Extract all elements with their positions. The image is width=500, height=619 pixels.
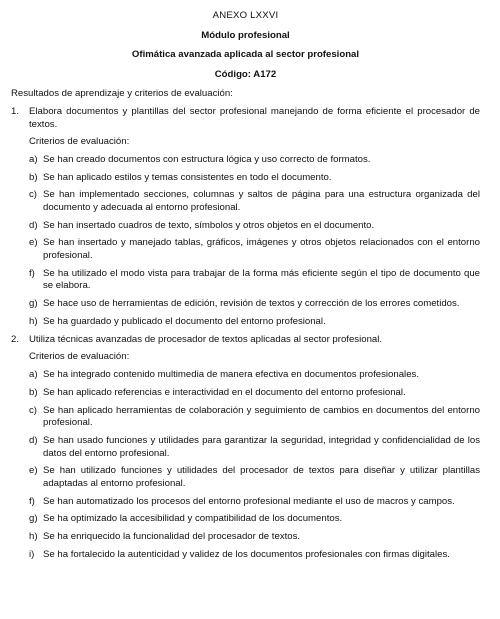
criterion-text: Se han implementado secciones, columnas y saltos de página para una estructura organizada del documento y adecuada al entorno profesional. (43, 189, 480, 213)
criterion-letter: c) (29, 404, 37, 416)
criterion-text: Se ha utilizado el modo vista para trabajar de la forma más eficiente según el tipo de documento que se elabora. (43, 267, 480, 292)
criterion-letter: g) (29, 513, 38, 525)
criterion-item (29, 531, 480, 544)
learning-result (11, 106, 480, 131)
criterion-text: Se han usado funciones y utilidades para garantizar la seguridad, integridad y confidencialidad de los datos del entorno profesional. (43, 434, 480, 459)
criterion-letter: i) (29, 549, 35, 560)
criterion-letter: f) (29, 267, 35, 279)
criterion-text: Se ha integrado contenido multimedia de manera efectiva en documentos profesionales. (43, 368, 419, 380)
criterion-item (29, 316, 480, 329)
criterion-item (29, 549, 480, 562)
criterion-text: Se han automatizado los procesos del entorno profesional mediante el uso de macros y campos. (43, 495, 455, 507)
criterion-text: Se ha guardado y publicado el documento del entorno profesional. (43, 316, 326, 327)
criterion-item (29, 237, 480, 262)
criterion-item (29, 387, 480, 400)
learning-result (11, 334, 480, 347)
criterion-text: Se ha enriquecido la funcionalidad del procesador de textos. (43, 531, 301, 543)
module-code: Código: A172 (214, 68, 277, 80)
criteria-title: Criterios de evaluación: (29, 136, 130, 148)
criterion-item (29, 465, 480, 490)
criterion-letter: d) (29, 434, 38, 446)
criterion-letter: a) (29, 153, 38, 165)
criteria-title: Criterios de evaluación: (29, 351, 130, 363)
criterion-letter: e) (29, 237, 38, 249)
criterion-item (29, 189, 480, 214)
criterion-letter: h) (29, 316, 38, 327)
annex-title: ANEXO LXXVI (212, 10, 279, 21)
criterion-text: Se han aplicado herramientas de colaboración y seguimiento de cambios en documentos del entorno profesional. (43, 404, 480, 429)
intro-text: Resultados de aprendizaje y criterios de evaluación: (11, 88, 233, 100)
learning-result-number: 1. (11, 105, 20, 117)
learning-result-number: 2. (11, 333, 20, 345)
criterion-text: Se hace uso de herramientas de edición, revisión de textos y corrección de los errores cometidos. (43, 298, 460, 310)
module-label: Módulo profesional (201, 29, 290, 41)
criterion-letter: a) (29, 368, 38, 380)
criterion-letter: b) (29, 171, 38, 183)
criterion-item (29, 405, 480, 430)
criterion-letter: g) (29, 298, 38, 310)
criterion-text: Se han creado documentos con estructura lógica y uso correcto de formatos. (43, 153, 371, 165)
module-name: Ofimática avanzada aplicada al sector profesional (131, 49, 360, 61)
criterion-text: Se han aplicado estilos y temas consistentes en todo el documento. (43, 171, 332, 183)
criterion-item (29, 513, 480, 526)
criterion-item (29, 496, 480, 509)
criterion-item (29, 298, 480, 311)
criterion-letter: d) (29, 219, 38, 231)
criterion-text: Se han insertado cuadros de texto, símbolos y otros objetos en el documento. (43, 219, 375, 231)
criterion-item (29, 369, 480, 382)
criterion-letter: c) (29, 189, 37, 201)
criterion-item (29, 172, 480, 185)
criterion-letter: e) (29, 465, 38, 477)
learning-result-text: Elabora documentos y plantillas del sector profesional manejando de forma eficiente el procesador de textos. (29, 105, 480, 130)
criterion-text: Se han utilizado funciones y utilidades del procesador de textos para diseñar y utilizar plantillas adaptadas al entorno profesional. (43, 465, 480, 489)
criterion-letter: f) (29, 495, 35, 507)
criterion-text: Se ha optimizado la accesibilidad y compatibilidad de los documentos. (43, 513, 343, 525)
criterion-item (29, 154, 480, 167)
learning-result-text: Utiliza técnicas avanzadas de procesador de textos aplicadas al sector profesional. (29, 333, 383, 345)
criterion-text: Se han aplicado referencias e interactividad en el documento del entorno profesional. (43, 386, 406, 398)
criterion-item (29, 435, 480, 460)
results-list (11, 106, 480, 562)
criterion-item (29, 220, 480, 233)
criterion-text: Se ha fortalecido la autenticidad y validez de los documentos profesionales con firmas digitales. (43, 549, 450, 560)
criterion-item (29, 268, 480, 293)
criterion-text: Se han insertado y manejado tablas, gráficos, imágenes y otros objetos relacionados con el entorno profesional. (43, 237, 480, 262)
criterion-letter: b) (29, 386, 38, 398)
criterion-letter: h) (29, 531, 38, 543)
